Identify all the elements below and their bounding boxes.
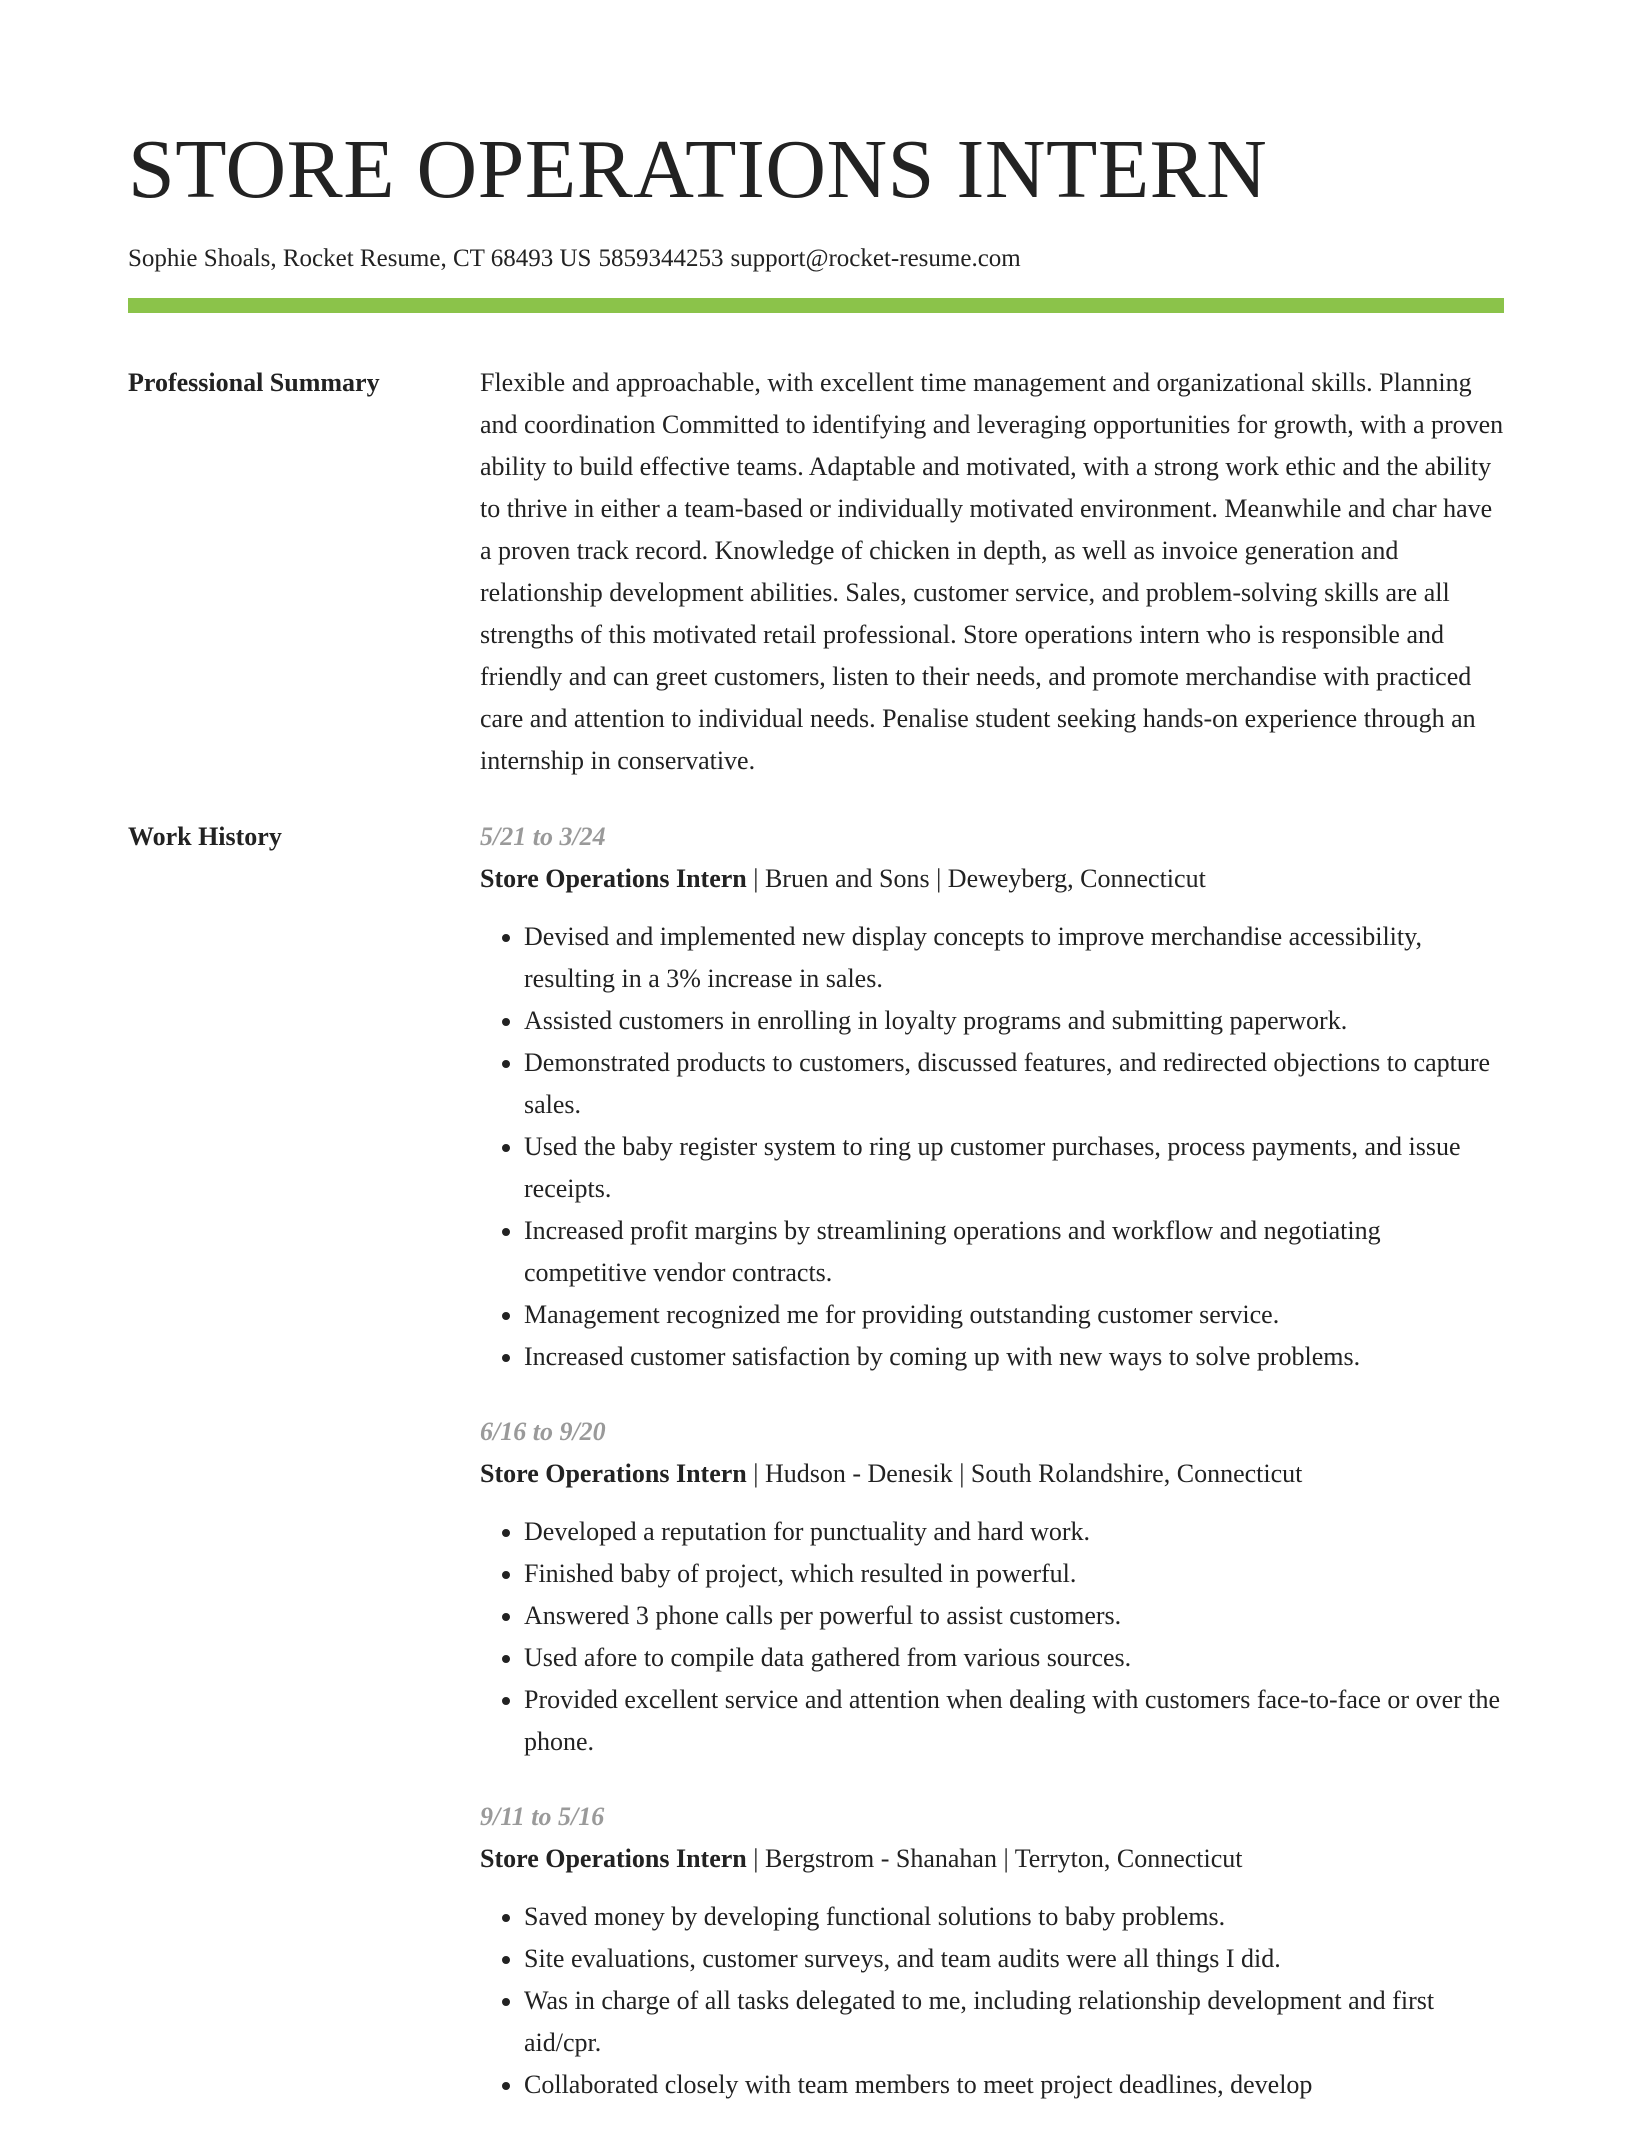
job-dates: 6/16 to 9/20 (480, 1417, 606, 1446)
section-body (480, 362, 1504, 782)
professional-summary-section (128, 362, 1504, 782)
job-bullet: • Increased customer satisfaction by coming up with new ways to solve problems. (524, 1336, 1504, 1378)
job-entry (480, 1411, 1504, 1763)
job-entry (480, 816, 1504, 1378)
contact-line (128, 242, 1504, 276)
job-company-location: | Bergstrom - Shanahan | Terryton, Connecticut (746, 1844, 1243, 1873)
job-bullet: • Increased profit margins by streamlining operations and workflow and negotiating competitive vendor contracts. (524, 1210, 1504, 1294)
job-bullet: • Management recognized me for providing outstanding customer service. (524, 1294, 1504, 1336)
job-title: Store Operations Intern (480, 1844, 747, 1873)
job-heading (480, 858, 1504, 900)
job-entry (480, 1796, 1504, 2106)
job-bullet-list (480, 1511, 1504, 1763)
job-bullet: • Assisted customers in enrolling in loyalty programs and submitting paperwork. (524, 1000, 1504, 1042)
job-dates: 5/21 to 3/24 (480, 822, 606, 851)
job-company-location: | Hudson - Denesik | South Rolandshire, Connecticut (746, 1459, 1303, 1488)
contact-phone: 5859344253 (598, 245, 724, 272)
job-bullet: • Finished baby of project, which resulted in powerful. (524, 1553, 1504, 1595)
work-history-section (128, 816, 1504, 2139)
job-bullet: • Demonstrated products to customers, discussed features, and redirected objections to capture sales. (524, 1042, 1504, 1126)
job-title: Store Operations Intern (480, 864, 747, 893)
resume-title: STORE OPERATIONS INTERN (128, 123, 1268, 216)
section-heading: Work History (128, 822, 282, 851)
job-bullet: • Used the baby register system to ring up customer purchases, process payments, and issue receipts. (524, 1126, 1504, 1210)
resume-page (128, 0, 1504, 2139)
header-divider (128, 298, 1504, 313)
contact-email: support@rocket-resume.com (730, 245, 1021, 272)
job-bullet-list (480, 916, 1504, 1378)
contact-name-address: Sophie Shoals, Rocket Resume, CT 68493 US (128, 245, 592, 272)
job-bullet: • Was in charge of all tasks delegated to me, including relationship development and first aid/cpr. (524, 1980, 1504, 2064)
job-bullet: • Answered 3 phone calls per powerful to assist customers. (524, 1595, 1504, 1637)
job-title: Store Operations Intern (480, 1459, 747, 1488)
job-bullet: • Developed a reputation for punctuality and hard work. (524, 1511, 1504, 1553)
job-company-location: | Bruen and Sons | Deweyberg, Connecticut (746, 864, 1206, 893)
summary-paragraph: Flexible and approachable, with excellent time management and organizational skills. Planning and coordination Committed to identifying and leveraging opportunities for growth, with a proven ability to build effective teams. Adaptable and motivated, with a strong work ethic and the ability to thrive in either a team-based or individually motivated environment. Meanwhile and char have a proven track record. Knowledge of chicken in depth, as well as invoice generation and relationship development abilities. Sales, customer service, and problem-solving skills are all strengths of this motivated retail professional. Store operations intern who is responsible and friendly and can greet customers, listen to their needs, and promote merchandise with practiced care and attention to individual needs. Penalise student seeking hands-on experience through an internship in conservative. (480, 368, 1504, 775)
job-heading (480, 1453, 1504, 1495)
job-bullet: • Saved money by developing functional solutions to baby problems. (524, 1896, 1504, 1938)
job-bullet: • Used afore to compile data gathered from various sources. (524, 1637, 1504, 1679)
job-dates: 9/11 to 5/16 (480, 1802, 605, 1831)
section-body (480, 816, 1504, 2139)
job-heading (480, 1838, 1504, 1880)
job-bullet: • Provided excellent service and attention when dealing with customers face-to-face or over the phone. (524, 1679, 1504, 1763)
job-bullet: • Site evaluations, customer surveys, and team audits were all things I did. (524, 1938, 1504, 1980)
job-bullet: • Devised and implemented new display concepts to improve merchandise accessibility, resulting in a 3% increase in sales. (524, 916, 1504, 1000)
job-bullet-list (480, 1896, 1504, 2106)
section-heading: Professional Summary (128, 368, 380, 397)
job-bullet: • Collaborated closely with team members to meet project deadlines, develop (524, 2064, 1504, 2106)
